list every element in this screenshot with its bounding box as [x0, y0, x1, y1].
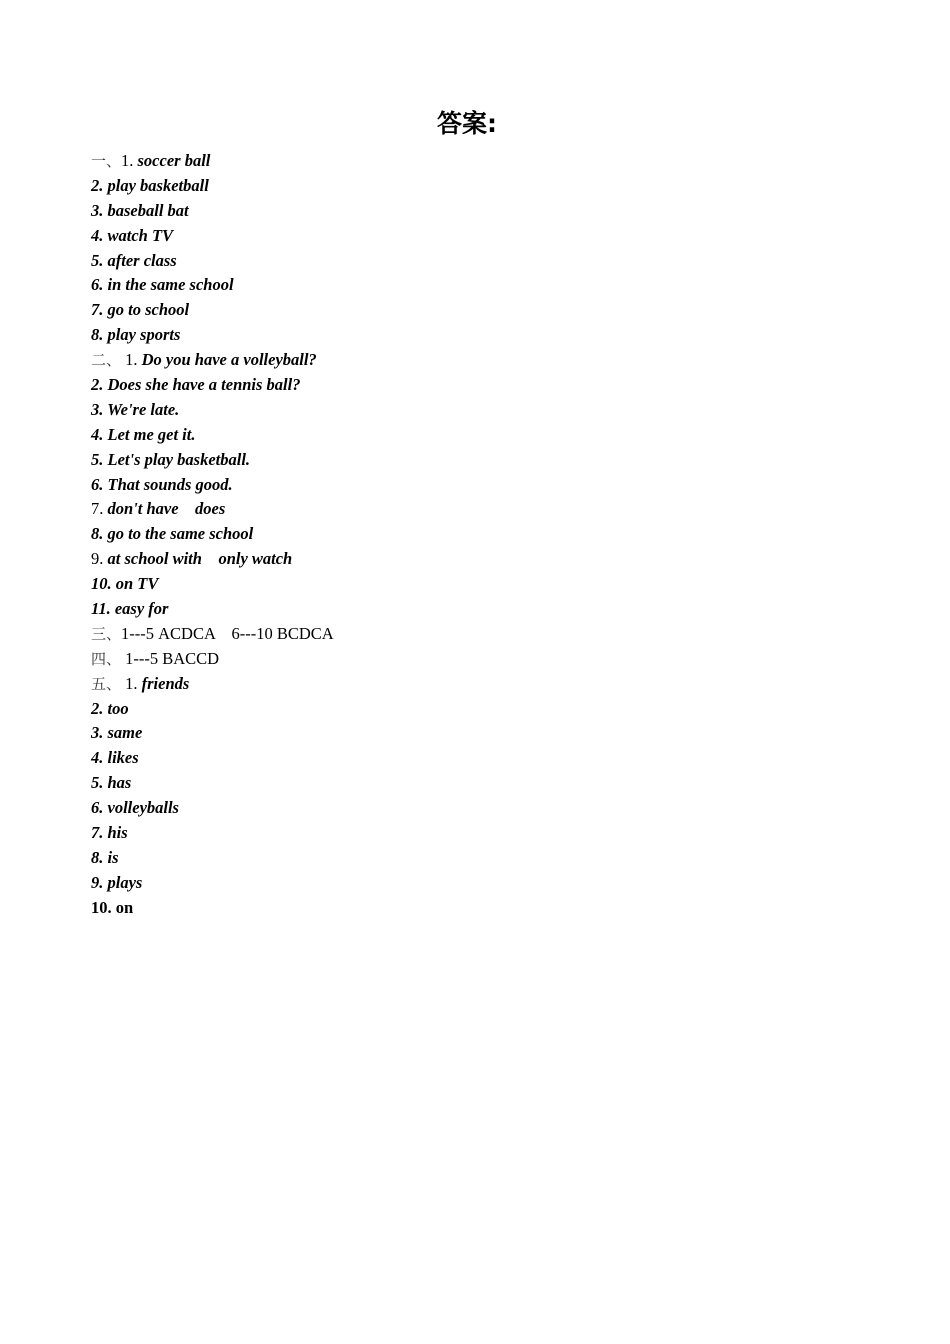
section1-item-3: 3. baseball bat [91, 200, 189, 220]
section3-answers [91, 622, 851, 647]
section5-item-2: 2. too [91, 698, 129, 718]
section4-text: 1---5 BACCD [121, 648, 220, 668]
section2-item-11: 11. easy for [91, 599, 169, 619]
section1-item-1-number: 1. [121, 151, 138, 170]
section5-item-9: 9. plays [91, 872, 143, 892]
section1-item-1-answer: soccer ball [137, 151, 211, 170]
section2-item-10: 10. on TV [91, 574, 159, 594]
section2-item-5: 5. Let's play basketball. [91, 449, 251, 469]
section1-item-6: 6. in the same school [91, 275, 234, 295]
section5-item-6: 6. volleyballs [91, 798, 179, 818]
section3-text: 1---5 ACDCA 6---10 BCDCA [121, 623, 334, 643]
section2-item-1-answer: Do you have a volleyball? [141, 350, 317, 370]
section5-label: 五、 [91, 674, 122, 693]
section1-item-8: 8. play sports [91, 325, 181, 345]
page-title: 答案: [437, 109, 497, 138]
section2-item-9-answer: at school with only watch [107, 549, 293, 569]
section1-item-5: 5. after class [91, 250, 177, 270]
section1-item-4: 4. watch TV [91, 225, 174, 245]
section5-item-8: 8. is [91, 847, 119, 867]
section5-item-3: 3. same [91, 723, 143, 743]
section2-item-6: 6. That sounds good. [91, 474, 233, 494]
section5-item-1-number: 1. [121, 673, 142, 693]
section2-item-7 [91, 497, 851, 522]
section5-item-4: 4. likes [91, 748, 139, 768]
section2-item-3: 3. We're late. [91, 399, 180, 419]
section5-item-1 [91, 672, 851, 697]
section2-label: 二、 [91, 351, 122, 370]
section5-item-5: 5. has [91, 773, 132, 793]
section5-item-1-answer: friends [141, 673, 190, 693]
section4-answers [91, 647, 851, 672]
section1-label: 一、 [91, 152, 122, 170]
section3-label: 三、 [91, 624, 122, 643]
section1-item-7: 7. go to school [91, 300, 190, 320]
section2-item-9-number: 9. [91, 549, 108, 569]
section2-item-4: 4. Let me get it. [91, 424, 196, 444]
section2-item-1-number: 1. [121, 350, 142, 370]
section5-item-10: 10. on [91, 897, 134, 917]
section2-item-8: 8. go to the same school [91, 524, 254, 544]
section4-label: 四、 [91, 649, 122, 668]
section1-item-1 [91, 149, 851, 174]
section2-item-2: 2. Does she have a tennis ball? [91, 375, 301, 395]
section2-item-9 [91, 547, 851, 572]
section5-item-7: 7. his [91, 823, 128, 843]
section1-item-2: 2. play basketball [91, 175, 209, 195]
section2-item-7-answer: don't have does [107, 499, 226, 519]
answer-list [91, 149, 851, 921]
section2-item-1 [91, 348, 851, 373]
section2-item-7-number: 7. [91, 499, 108, 519]
